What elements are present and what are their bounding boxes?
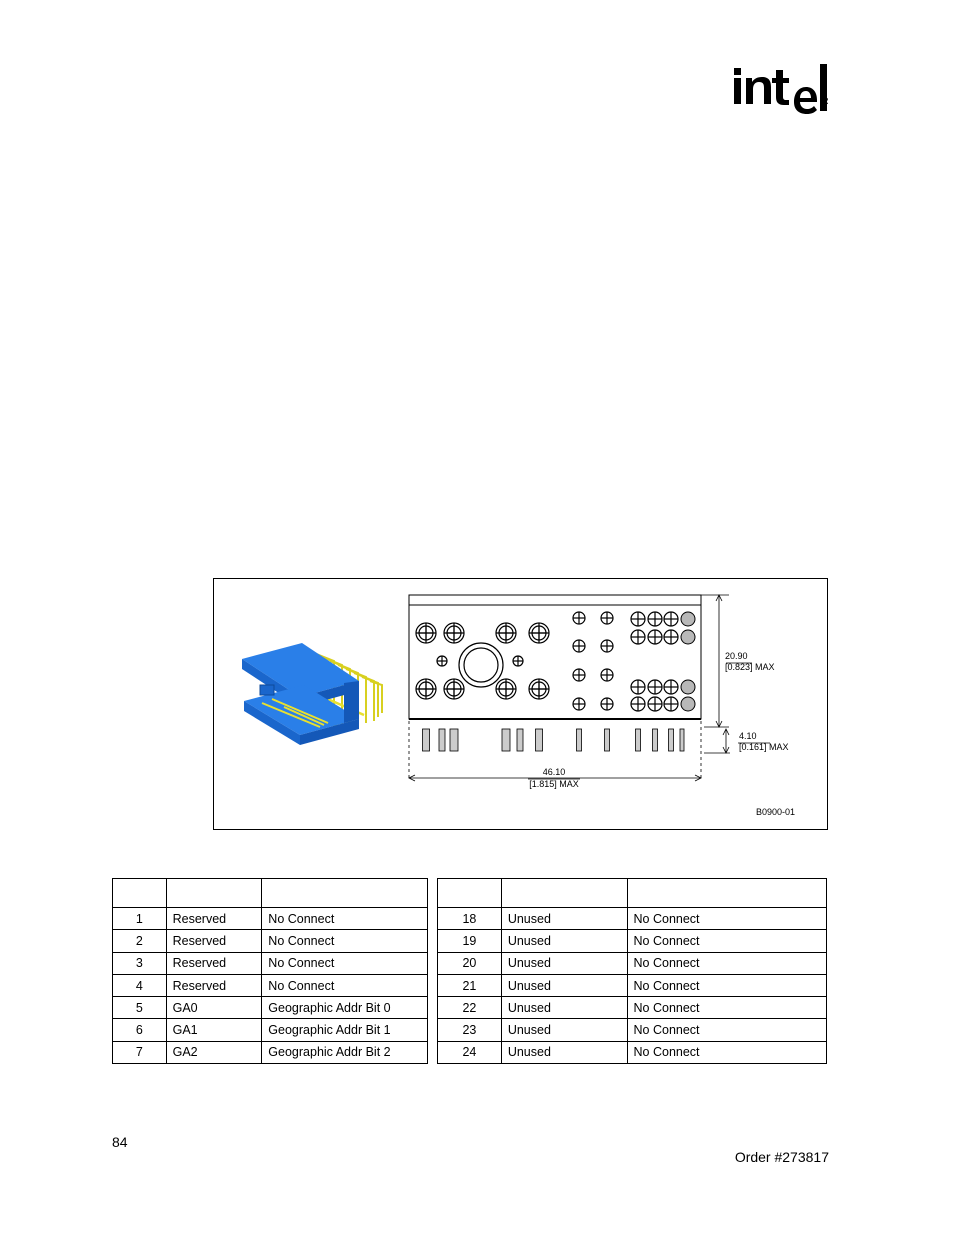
signal-name-cell: Unused bbox=[501, 1019, 627, 1041]
connector-side-pins bbox=[423, 729, 685, 751]
signal-name-cell: GA0 bbox=[166, 997, 262, 1019]
connector-drawing bbox=[214, 579, 829, 831]
signal-name-cell: Unused bbox=[501, 930, 627, 952]
pin-number-cell: 2 bbox=[113, 930, 167, 952]
table-row bbox=[438, 908, 827, 930]
pin-dimension-mm: 4.10 bbox=[739, 731, 757, 741]
table-header-cell bbox=[262, 879, 428, 908]
table-row bbox=[113, 1019, 428, 1041]
table-header-cell bbox=[501, 879, 627, 908]
intel-logo bbox=[728, 58, 838, 120]
table-header-cell bbox=[438, 879, 502, 908]
connector-figure bbox=[213, 578, 828, 830]
table-row bbox=[438, 930, 827, 952]
pin-number-cell: 20 bbox=[438, 952, 502, 974]
pin-number-cell: 5 bbox=[113, 997, 167, 1019]
description-cell: Geographic Addr Bit 2 bbox=[262, 1041, 428, 1063]
description-cell: No Connect bbox=[627, 908, 826, 930]
pin-number-cell: 21 bbox=[438, 974, 502, 996]
table-header-row bbox=[113, 879, 428, 908]
pin-number-cell: 7 bbox=[113, 1041, 167, 1063]
table-header-cell bbox=[166, 879, 262, 908]
signal-name-cell: Reserved bbox=[166, 930, 262, 952]
table-header-cell bbox=[113, 879, 167, 908]
pin-number-cell: 4 bbox=[113, 974, 167, 996]
description-cell: No Connect bbox=[262, 908, 428, 930]
table-row bbox=[438, 1019, 827, 1041]
connector-pin bbox=[669, 729, 674, 751]
signal-name-cell: Unused bbox=[501, 952, 627, 974]
width-dimension-in: [1.815] MAX bbox=[529, 779, 579, 789]
connector-pin bbox=[577, 729, 582, 751]
grey-contact bbox=[681, 697, 695, 711]
table-row bbox=[438, 1041, 827, 1063]
width-dimension-mm: 46.10 bbox=[542, 767, 566, 777]
signal-name-cell: Reserved bbox=[166, 952, 262, 974]
signal-name-cell: Unused bbox=[501, 908, 627, 930]
pin-number-cell: 6 bbox=[113, 1019, 167, 1041]
height-dimension-in: [0.823] MAX bbox=[725, 662, 775, 672]
connector-pin bbox=[536, 729, 543, 751]
pin-number-cell: 23 bbox=[438, 1019, 502, 1041]
signal-name-cell: Unused bbox=[501, 974, 627, 996]
signal-name-cell: Unused bbox=[501, 997, 627, 1019]
pin-number-cell: 24 bbox=[438, 1041, 502, 1063]
connector-pin bbox=[636, 729, 641, 751]
order-number: Order #273817 bbox=[734, 1149, 829, 1165]
signal-name-cell: Unused bbox=[501, 1041, 627, 1063]
connector-pin bbox=[450, 729, 458, 751]
description-cell: Geographic Addr Bit 1 bbox=[262, 1019, 428, 1041]
connector-pin bbox=[680, 729, 684, 751]
connector-pin bbox=[517, 729, 523, 751]
signal-name-cell: GA2 bbox=[166, 1041, 262, 1063]
connector-pin bbox=[423, 729, 430, 751]
pin-number-cell: 1 bbox=[113, 908, 167, 930]
grey-contact bbox=[681, 680, 695, 694]
table-row bbox=[113, 930, 428, 952]
connector-top-view bbox=[409, 595, 701, 719]
description-cell: No Connect bbox=[627, 1041, 826, 1063]
connector-pin bbox=[653, 729, 658, 751]
pin-number-cell: 22 bbox=[438, 997, 502, 1019]
description-cell: No Connect bbox=[627, 974, 826, 996]
description-cell: No Connect bbox=[627, 1019, 826, 1041]
table-row bbox=[113, 908, 428, 930]
grey-contact bbox=[681, 612, 695, 626]
description-cell: No Connect bbox=[627, 930, 826, 952]
signal-name-cell: Reserved bbox=[166, 908, 262, 930]
description-cell: No Connect bbox=[627, 997, 826, 1019]
description-cell: Geographic Addr Bit 0 bbox=[262, 997, 428, 1019]
table-row bbox=[113, 997, 428, 1019]
figure-id: B0900-01 bbox=[756, 807, 796, 817]
table-row bbox=[438, 974, 827, 996]
table-header-cell bbox=[627, 879, 826, 908]
grey-contact bbox=[681, 630, 695, 644]
signal-name-cell: Reserved bbox=[166, 974, 262, 996]
table-row bbox=[113, 952, 428, 974]
signal-name-cell: GA1 bbox=[166, 1019, 262, 1041]
pin-number-cell: 19 bbox=[438, 930, 502, 952]
pin-number-cell: 3 bbox=[113, 952, 167, 974]
pin-table-right bbox=[437, 878, 827, 1064]
table-header-row bbox=[438, 879, 827, 908]
pin-table-left bbox=[112, 878, 428, 1064]
table-row bbox=[113, 974, 428, 996]
height-dimension-mm: 20.90 bbox=[725, 651, 748, 661]
table-row bbox=[438, 997, 827, 1019]
connector-pin bbox=[605, 729, 610, 751]
pin-number-cell: 18 bbox=[438, 908, 502, 930]
connector-3d-illustration bbox=[242, 643, 382, 745]
pin-dimension-in: [0.161] MAX bbox=[739, 742, 789, 752]
description-cell: No Connect bbox=[262, 952, 428, 974]
table-row bbox=[113, 1041, 428, 1063]
description-cell: No Connect bbox=[262, 974, 428, 996]
table-row bbox=[438, 952, 827, 974]
page-number: 84 bbox=[112, 1134, 128, 1150]
connector-pin bbox=[502, 729, 510, 751]
registered-mark: R bbox=[822, 96, 829, 106]
connector-pin bbox=[439, 729, 445, 751]
description-cell: No Connect bbox=[627, 952, 826, 974]
description-cell: No Connect bbox=[262, 930, 428, 952]
